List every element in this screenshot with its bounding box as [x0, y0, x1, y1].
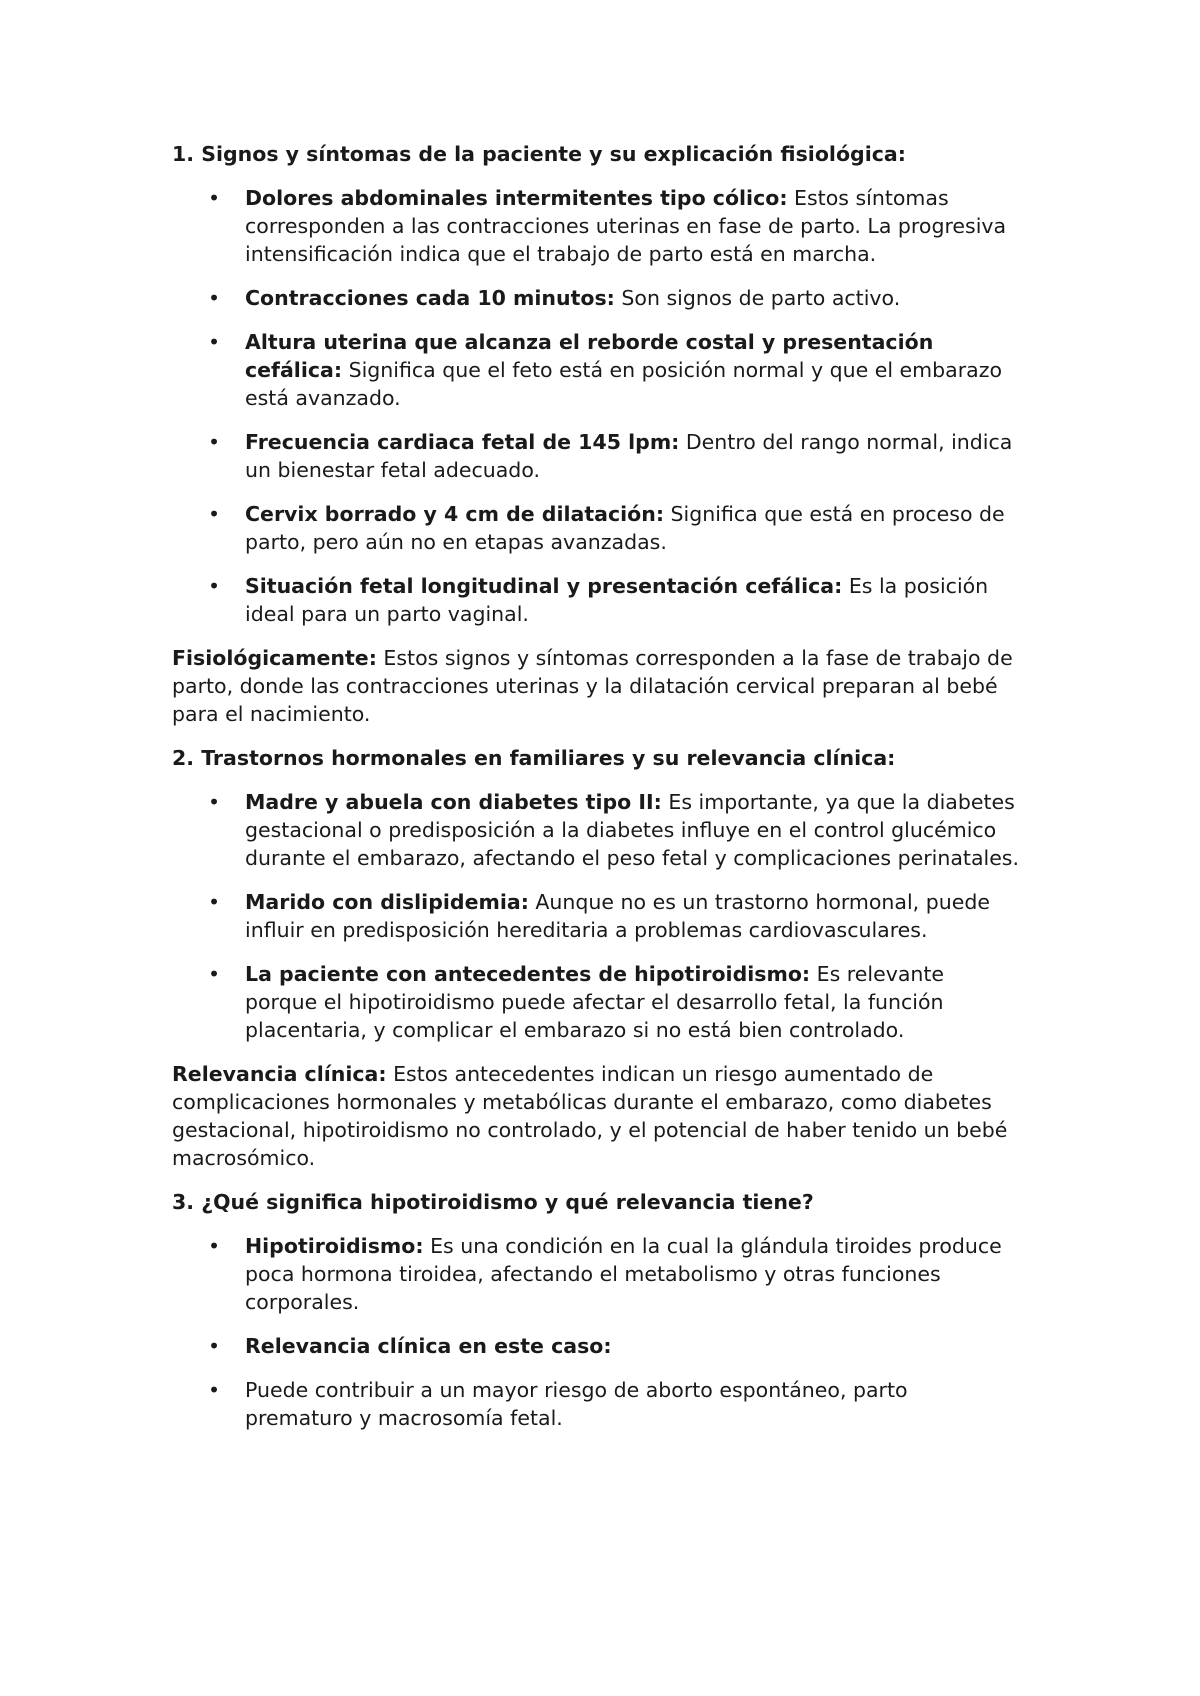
section-3-heading: 3. ¿Qué significa hipotiroidismo y qué relevancia tiene? — [172, 1190, 814, 1214]
item-term: Situación fetal longitudinal y presentación cefálica: — [245, 574, 843, 598]
list-item — [172, 888, 1020, 944]
bullet-icon: • — [208, 1334, 221, 1358]
bullet-icon: • — [208, 502, 221, 526]
list-item — [172, 184, 1020, 268]
list-item — [172, 960, 1020, 1044]
bullet-icon: • — [208, 790, 221, 814]
list-item — [172, 1232, 1020, 1316]
item-term: La paciente con antecedentes de hipotiroidismo: — [245, 962, 811, 986]
bullet-icon: • — [208, 286, 221, 310]
item-text: Es una condición en la cual la glándula tiroides produce poca hormona tiroidea, afectando el metabolismo y otras funciones corporales. — [245, 1234, 1002, 1314]
list-item — [172, 284, 1020, 312]
item-term: Frecuencia cardiaca fetal de 145 lpm: — [245, 430, 680, 454]
section-1-list — [172, 184, 1020, 628]
summary-text: Estos antecedentes indican un riesgo aumentado de complicaciones hormonales y metabólicas durante el embarazo, como diabetes gestacional, hipotiroidismo no controlado, y el potencial de haber tenido un bebé macrosómico. — [172, 1062, 1008, 1170]
summary-term: Relevancia clínica: — [172, 1062, 387, 1086]
bullet-icon: • — [208, 430, 221, 454]
list-item — [172, 500, 1020, 556]
item-term: Altura uterina que alcanza el reborde costal y presentación cefálica: — [245, 330, 934, 382]
section-3-list — [172, 1232, 1020, 1432]
item-term: Contracciones cada 10 minutos: — [245, 286, 615, 310]
item-term: Dolores abdominales intermitentes tipo cólico: — [245, 186, 788, 210]
item-text: Estos síntomas corresponden a las contracciones uterinas en fase de parto. La progresiva intensificación indica que el trabajo de parto está en marcha. — [245, 186, 1007, 266]
item-text: Es relevante porque el hipotiroidismo puede afectar el desarrollo fetal, la función placentaria, y complicar el embarazo si no está bien controlado. — [245, 962, 945, 1042]
item-term: Hipotiroidismo: — [245, 1234, 424, 1258]
item-term: Cervix borrado y 4 cm de dilatación: — [245, 502, 665, 526]
section-2-list — [172, 788, 1020, 1044]
item-term: Madre y abuela con diabetes tipo II: — [245, 790, 662, 814]
summary-term: Fisiológicamente: — [172, 646, 377, 670]
list-item — [172, 328, 1020, 412]
bullet-icon: • — [208, 186, 221, 210]
section-1-summary — [172, 644, 1020, 728]
section-2-heading: 2. Trastornos hormonales en familiares y su relevancia clínica: — [172, 746, 896, 770]
list-item — [172, 572, 1020, 628]
section-1-heading: 1. Signos y síntomas de la paciente y su explicación fisiológica: — [172, 142, 906, 166]
bullet-icon: • — [208, 330, 221, 354]
list-item — [172, 788, 1020, 872]
item-term: Marido con dislipidemia: — [245, 890, 529, 914]
bullet-icon: • — [208, 1234, 221, 1258]
item-text: Aunque no es un trastorno hormonal, puede influir en predisposición hereditaria a problemas cardiovasculares. — [245, 890, 990, 942]
item-text: Dentro del rango normal, indica un bienestar fetal adecuado. — [245, 430, 1013, 482]
list-item — [172, 428, 1020, 484]
item-text: Significa que el feto está en posición normal y que el embarazo está avanzado. — [245, 358, 1003, 410]
bullet-icon: • — [208, 890, 221, 914]
bullet-icon: • — [208, 962, 221, 986]
list-item — [172, 1332, 1020, 1360]
item-text: Es la posición ideal para un parto vaginal. — [245, 574, 989, 626]
bullet-icon: • — [208, 1378, 221, 1402]
item-text: Son signos de parto activo. — [614, 286, 901, 310]
bullet-icon: • — [208, 574, 221, 598]
item-text: Puede contribuir a un mayor riesgo de aborto espontáneo, parto prematuro y macrosomía fetal. — [245, 1378, 908, 1430]
item-text: Es importante, ya que la diabetes gestacional o predisposición a la diabetes influye en el control glucémico durante el embarazo, afectando el peso fetal y complicaciones perinatales. — [245, 790, 1020, 870]
summary-text: Estos signos y síntomas corresponden a la fase de trabajo de parto, donde las contracciones uterinas y la dilatación cervical preparan al bebé para el nacimiento. — [172, 646, 1013, 726]
list-item — [172, 1376, 1020, 1432]
item-text: Significa que está en proceso de parto, pero aún no en etapas avanzadas. — [245, 502, 1005, 554]
section-2-summary — [172, 1060, 1020, 1172]
item-term: Relevancia clínica en este caso: — [245, 1334, 612, 1358]
